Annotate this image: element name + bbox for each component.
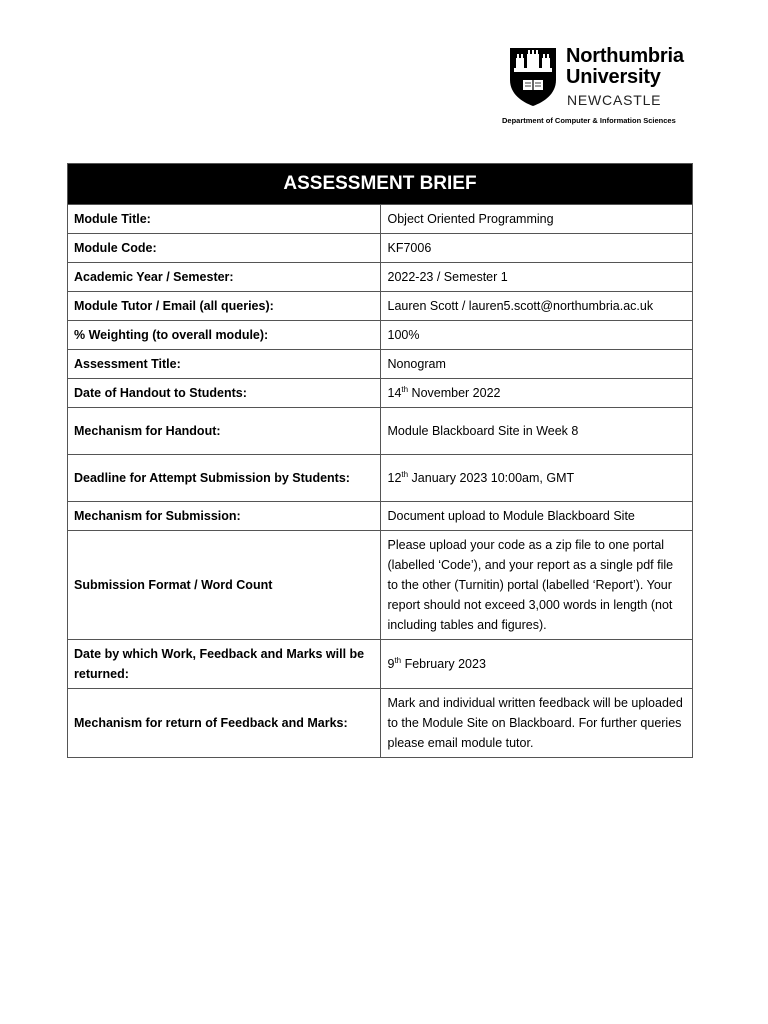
table-row bbox=[68, 321, 693, 350]
row-value bbox=[380, 455, 693, 502]
date-suffix: th bbox=[394, 655, 402, 665]
table-row bbox=[68, 205, 693, 234]
date-day: 9 bbox=[387, 657, 395, 671]
table-row bbox=[68, 263, 693, 292]
row-value: Mark and individual written feedback will be uploaded to the Module Site on Blackboard. For further queries please email module tutor. bbox=[380, 689, 693, 758]
row-label: % Weighting (to overall module): bbox=[68, 321, 381, 350]
row-value: KF7006 bbox=[380, 234, 693, 263]
row-value: Module Blackboard Site in Week 8 bbox=[380, 408, 693, 455]
row-value: Nonogram bbox=[380, 350, 693, 379]
row-value: 100% bbox=[380, 321, 693, 350]
row-value bbox=[380, 379, 693, 408]
row-label: Module Tutor / Email (all queries): bbox=[68, 292, 381, 321]
university-city: NEWCASTLE bbox=[567, 92, 662, 108]
date-suffix: th bbox=[401, 469, 409, 479]
university-name-line1: Northumbria bbox=[566, 45, 684, 67]
table-row bbox=[68, 234, 693, 263]
row-label: Assessment Title: bbox=[68, 350, 381, 379]
university-name bbox=[566, 46, 684, 88]
row-label: Module Title: bbox=[68, 205, 381, 234]
row-label: Mechanism for return of Feedback and Marks: bbox=[68, 689, 381, 758]
table-row bbox=[68, 640, 693, 689]
date-day: 12 bbox=[387, 471, 402, 485]
row-label: Mechanism for Submission: bbox=[68, 502, 381, 531]
university-logo bbox=[508, 46, 708, 112]
date-rest: February 2023 bbox=[401, 657, 486, 671]
date-day: 14 bbox=[387, 386, 402, 400]
row-label: Date by which Work, Feedback and Marks will be returned: bbox=[68, 640, 381, 689]
table-row bbox=[68, 455, 693, 502]
table-row bbox=[68, 689, 693, 758]
row-value: Object Oriented Programming bbox=[380, 205, 693, 234]
row-label: Module Code: bbox=[68, 234, 381, 263]
university-crest-icon bbox=[508, 46, 558, 108]
table-row bbox=[68, 531, 693, 640]
row-value: Lauren Scott / lauren5.scott@northumbria.ac.uk bbox=[380, 292, 693, 321]
university-name-line2: University bbox=[566, 66, 661, 88]
date-rest: January 2023 10:00am, GMT bbox=[408, 471, 575, 485]
row-label: Submission Format / Word Count bbox=[68, 531, 381, 640]
table-row bbox=[68, 502, 693, 531]
row-label: Mechanism for Handout: bbox=[68, 408, 381, 455]
row-value: 2022-23 / Semester 1 bbox=[380, 263, 693, 292]
row-label: Deadline for Attempt Submission by Students: bbox=[68, 455, 381, 502]
assessment-brief-table bbox=[67, 163, 693, 758]
brief-title: ASSESSMENT BRIEF bbox=[68, 164, 693, 205]
table-row bbox=[68, 408, 693, 455]
date-suffix: th bbox=[401, 384, 409, 394]
table-row bbox=[68, 292, 693, 321]
table-row bbox=[68, 379, 693, 408]
department-name: Department of Computer & Information Sciences bbox=[502, 116, 676, 125]
row-value: Please upload your code as a zip file to one portal (labelled ‘Code’), and your report as a single pdf file to the other (Turnitin) portal (labelled ‘Report’). Your report should not exceed 3,000 words in length (not including tables and figures). bbox=[380, 531, 693, 640]
row-value bbox=[380, 640, 693, 689]
date-rest: November 2022 bbox=[408, 386, 501, 400]
row-label: Date of Handout to Students: bbox=[68, 379, 381, 408]
table-row bbox=[68, 350, 693, 379]
row-label: Academic Year / Semester: bbox=[68, 263, 381, 292]
row-value: Document upload to Module Blackboard Site bbox=[380, 502, 693, 531]
